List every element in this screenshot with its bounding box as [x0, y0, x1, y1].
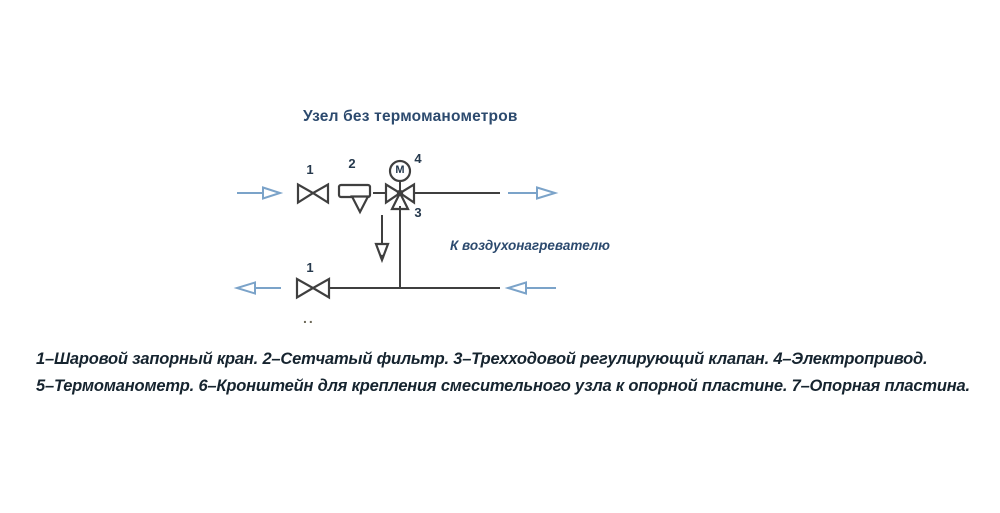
- return-flow-in-arrow-icon: [508, 283, 556, 294]
- strainer-filter-icon: [339, 185, 386, 212]
- flow-direction-down-arrow-icon: [376, 215, 388, 260]
- supply-ball-valve-icon: [298, 185, 328, 203]
- legend-line-1: 1–Шаровой запорный кран. 2–Сетчатый фильтр. 3–Трехходовой регулирующий клапан. 4–Электропривод.: [36, 350, 928, 368]
- label-actuator: 4: [414, 151, 422, 166]
- supply-flow-out-arrow-icon: [508, 188, 555, 199]
- legend: [36, 346, 986, 400]
- return-flow-out-arrow-icon: [237, 283, 281, 294]
- stray-marks: ..: [303, 310, 315, 326]
- label-return-ball-valve: 1: [306, 260, 314, 275]
- label-supply-ball-valve: 1: [306, 162, 314, 177]
- diagram-title: Узел без термоманометров: [303, 108, 518, 125]
- to-air-heater-annotation: К воздухонагревателю: [450, 238, 610, 253]
- label-strainer: 2: [348, 156, 356, 171]
- supply-flow-in-arrow-icon: [237, 188, 280, 199]
- label-three-way-valve: 3: [414, 205, 422, 220]
- legend-line-2: 5–Термоманометр. 6–Кронштейн для крепления смесительного узла к опорной пластине. 7–Опорная пластина.: [36, 377, 970, 395]
- return-ball-valve-icon: [297, 279, 329, 298]
- actuator-motor-letter: M: [395, 164, 405, 176]
- three-way-valve-icon: [386, 179, 414, 209]
